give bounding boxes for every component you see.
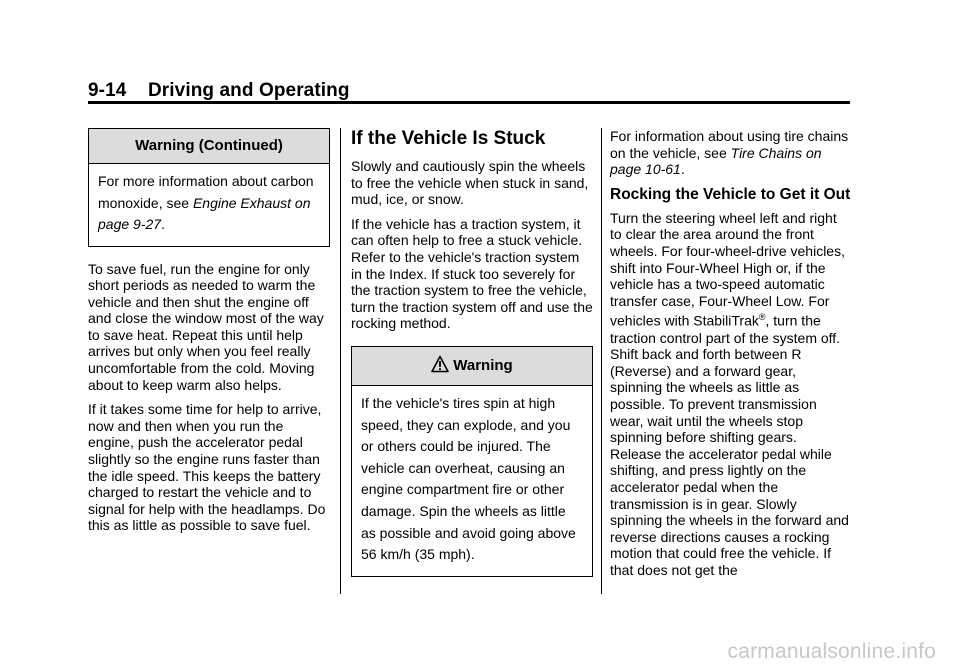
- warning-title: Warning: [453, 356, 513, 374]
- punctuation: .: [680, 161, 685, 178]
- intro-text: For information about using tire chains on the vehicle, see: [610, 128, 849, 161]
- watermark: carmanualsonline.info: [727, 640, 936, 663]
- paragraph: To save fuel, run the engine for only short periods as needed to warm the vehicle and then shut the engine off and close the window most of the way to save heat. Repeat this until help arrives but only when you feel really uncomfortable from the cold. Moving about to keep warm also helps.: [88, 260, 324, 393]
- paragraph: If it takes some time for help to arrive, now and then when you run the engine, push the accelerator pedal slightly so the engine runs faster than the idle speed. This keeps the battery charged to restart the vehicle and to signal for help with the headlamps. Do this as little as possible to save fuel.: [88, 401, 326, 534]
- paragraph: Slowly and cautiously spin the wheels to free the vehicle when stuck in sand, mud, ice, or snow.: [351, 158, 589, 208]
- warning-text: If the vehicle's tires spin at high speed, they can explode, and you or others could be injured. The vehicle can overheat, causing an engine compartment fire or other damage. Spin the wheels as little as possible and avoid going above 56 km/h (35 mph).: [361, 394, 576, 563]
- cross-reference-link[interactable]: Tire Chains on page 10-61: [610, 144, 822, 178]
- warning-text: For more information about carbon monoxide, see: [98, 173, 314, 211]
- subsection-heading: Rocking the Vehicle to Get it Out: [610, 185, 851, 203]
- warning-box: [351, 346, 593, 577]
- paragraph: If the vehicle has a traction system, it can often help to free a stuck vehicle. Refer to the vehicle's traction system in the Index. If stuck too severely for the traction system to free the vehicle, turn the traction system off and use the rocking method.: [351, 215, 593, 332]
- warning-header: [352, 347, 592, 386]
- column-divider: [340, 128, 341, 594]
- body-text: Turn the steering wheel left and right to clear the area around the front wheels. For four-wheel-drive vehicles, shift into Four-Wheel High or, if the vehicle has a two-speed automatic transfer case, Four-Wheel Low. For vehicles with StabiliTrak: [610, 209, 845, 329]
- section-title: Driving and Operating: [147, 80, 350, 101]
- header-rule: [88, 101, 850, 104]
- punctuation: .: [161, 216, 165, 232]
- cross-reference-link[interactable]: Engine Exhaust on page 9-27: [98, 194, 311, 232]
- warning-triangle-icon: [431, 355, 449, 377]
- section-heading: If the Vehicle Is Stuck: [351, 128, 546, 149]
- warning-continued-body: [89, 164, 329, 246]
- page-header: [88, 80, 350, 102]
- column-right: [610, 128, 852, 587]
- warning-continued-title: Warning (Continued): [89, 129, 329, 164]
- warning-continued-box: [88, 128, 330, 247]
- column-middle: [351, 128, 593, 577]
- column-divider: [601, 128, 602, 594]
- registered-mark: ®: [758, 312, 766, 323]
- body-text: , turn the traction control part of the system off. Shift back and forth between R (Reverse) and a forward gear, spinning the wheels as little as possible. To prevent transmission wear, wait until the wheels stop spinning before shifting gears. Release the accelerator pedal while shifting, and press lightly on the accelerator pedal when the transmission is in gear. Slowly spinning the wheels in the forward and reverse directions causes a rocking motion that could free the vehicle. If that does not get the: [610, 313, 849, 578]
- warning-continued-text: [98, 171, 320, 236]
- paragraph: [610, 210, 852, 579]
- paragraph: [610, 128, 852, 178]
- column-left: [88, 128, 330, 542]
- page-number: 9-14: [88, 80, 127, 101]
- warning-body: [352, 386, 592, 576]
